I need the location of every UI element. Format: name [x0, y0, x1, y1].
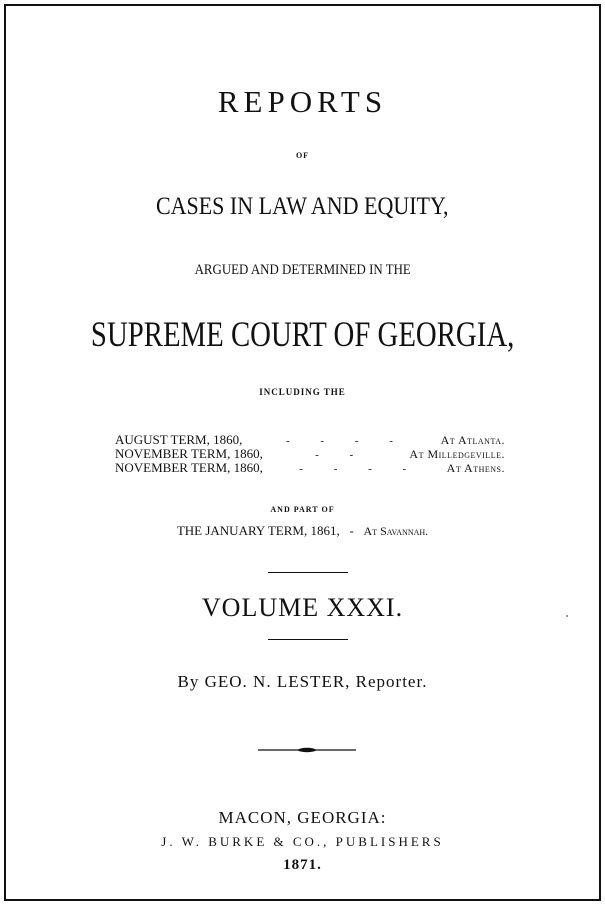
- january-place: At Savannah.: [363, 524, 429, 538]
- term-place: At Milledgeville.: [409, 447, 505, 461]
- term-row: [115, 433, 505, 447]
- term-row: [115, 461, 505, 475]
- term-name: NOVEMBER TERM, 1860,: [115, 446, 263, 461]
- term-name: AUGUST TERM, 1860,: [115, 432, 243, 447]
- publisher-firm: J. W. BURKE & CO., PUBLISHERS: [161, 834, 444, 849]
- including-line: INCLUDING THE: [259, 387, 346, 397]
- of-word: OF: [295, 151, 310, 160]
- divider-rule: [268, 639, 348, 640]
- book-subtitle: CASES IN LAW AND EQUITY,: [156, 193, 449, 220]
- and-part-line: AND PART OF: [270, 505, 335, 514]
- term-leader: - - - -: [299, 463, 421, 475]
- january-term: THE JANUARY TERM, 1861,: [176, 523, 340, 538]
- publisher-city: MACON, GEORGIA:: [218, 808, 387, 827]
- term-place: At Atlanta.: [440, 433, 505, 447]
- book-title: REPORTS: [217, 84, 388, 119]
- terms-list: [115, 433, 505, 475]
- divider-rule: [268, 572, 348, 573]
- term-leader: - - - -: [286, 435, 407, 447]
- term-leader: - -: [315, 449, 368, 461]
- january-term-line: [6, 524, 599, 537]
- term-place: At Athens.: [446, 461, 505, 475]
- term-name: NOVEMBER TERM, 1860,: [115, 460, 263, 475]
- reporter-line: By GEO. N. LESTER, Reporter.: [177, 672, 428, 691]
- volume-number: VOLUME XXXI.: [201, 593, 404, 622]
- ornament-rule-icon: [258, 747, 356, 753]
- title-page: [4, 4, 601, 901]
- january-dash: -: [349, 523, 354, 538]
- court-name: SUPREME COURT OF GEORGIA,: [90, 314, 515, 354]
- argued-line: ARGUED AND DETERMINED IN THE: [194, 262, 411, 278]
- paper-speck: [566, 615, 568, 617]
- publication-year: 1871.: [283, 857, 322, 873]
- term-row: [115, 447, 505, 461]
